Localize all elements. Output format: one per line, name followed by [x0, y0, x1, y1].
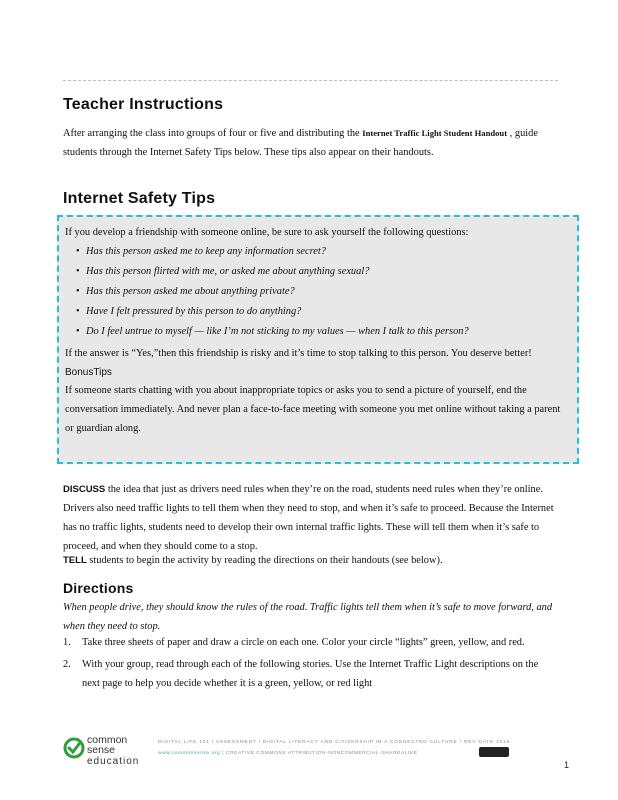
discuss-lead: DISCUSS — [63, 484, 106, 495]
tips-box — [57, 215, 579, 464]
questions-list — [65, 242, 570, 342]
footer-license: www.commonsense.org | CREATIVE COMMONS ATTRIBUTION-NONCOMMERCIAL-SHAREALIKE — [158, 751, 418, 756]
common-sense-logo: common sense education — [63, 735, 153, 767]
question-item: • Has this person flirted with me, or asked me about anything sexual? — [76, 262, 570, 282]
tips-intro: If you develop a friendship with someone online, be sure to ask yourself the following questions: — [65, 227, 469, 238]
bonus-tips-text: If someone starts chatting with you about inappropriate topics or asks you to send a picture of yourself, end the conversation immediately. And never plan a face-to-face meeting with someone you met online without taking a parent or guardian along. — [65, 385, 561, 434]
direction-step: 2. With your group, read through each of the following stories. Use the Internet Traffic Light descriptions on the next page to help you decide whether it is a green, yellow, or red light — [63, 659, 539, 689]
teacher-instructions-text: After arranging the class into groups of four or five and distributing the Internet Traffic Light Student Handout , guide students through the Internet Safety Tips below. These tips also appear on their handouts. — [63, 128, 538, 158]
directions-list — [63, 633, 558, 693]
footer-website-link[interactable]: www.commonsense.org — [158, 751, 221, 756]
question-item: • Has this person asked me about anything private? — [76, 282, 570, 302]
answer-text: If the answer is “Yes,”then this friendship is risky and it’s time to stop talking to this person. You deserve better! — [65, 348, 532, 359]
directions-heading: Directions — [63, 580, 134, 596]
internet-safety-tips-heading: Internet Safety Tips — [63, 190, 216, 207]
directions-intro: When people drive, they should know the rules of the road. Traffic lights tell them when it’s safe to move forward, and when they need to stop. — [63, 602, 553, 632]
teacher-instructions-heading: Teacher Instructions — [63, 96, 224, 113]
question-item: • Do I feel untrue to myself — like I’m not sticking to my values — when I talk to this person? — [76, 322, 570, 342]
direction-step: 1. Take three sheets of paper and draw a circle on each one. Color your circle “lights” green, yellow, and red. — [63, 637, 525, 648]
question-item: • Has this person asked me to keep any information secret? — [76, 242, 570, 262]
logo-check-icon — [63, 737, 85, 759]
page-number: 1 — [564, 760, 570, 770]
question-item: • Have I felt pressured by this person to do anything? — [76, 302, 570, 322]
tell-lead: TELL — [63, 555, 87, 566]
bonus-tips-label: BonusTips — [65, 367, 112, 378]
footer — [63, 735, 583, 775]
tell-paragraph: TELL students to begin the activity by reading the directions on their handouts (see below). — [63, 555, 443, 566]
handout-name: Internet Traffic Light Student Handout — [362, 128, 508, 138]
creative-commons-badge-icon — [479, 747, 509, 757]
tips-content — [65, 223, 570, 438]
footer-course-info: DIGITAL LIFE 101 / ASSESSMENT / DIGITAL LITERACY AND CITIZENSHIP IN A CONNECTED CULTURE / REV DATE 2015 — [158, 740, 510, 745]
discuss-paragraph: DISCUSS the idea that just as drivers need rules when they’re on the road, students need rules when they’re online. Drivers also need traffic lights to tell them when they need to stop, and when it’s safe to proceed. Because the Internet has no traffic lights, students need to develop their own internal traffic lights. These will tell them when it’s safe to proceed, and when they should come to a stop. — [63, 484, 554, 552]
top-divider — [63, 80, 558, 81]
